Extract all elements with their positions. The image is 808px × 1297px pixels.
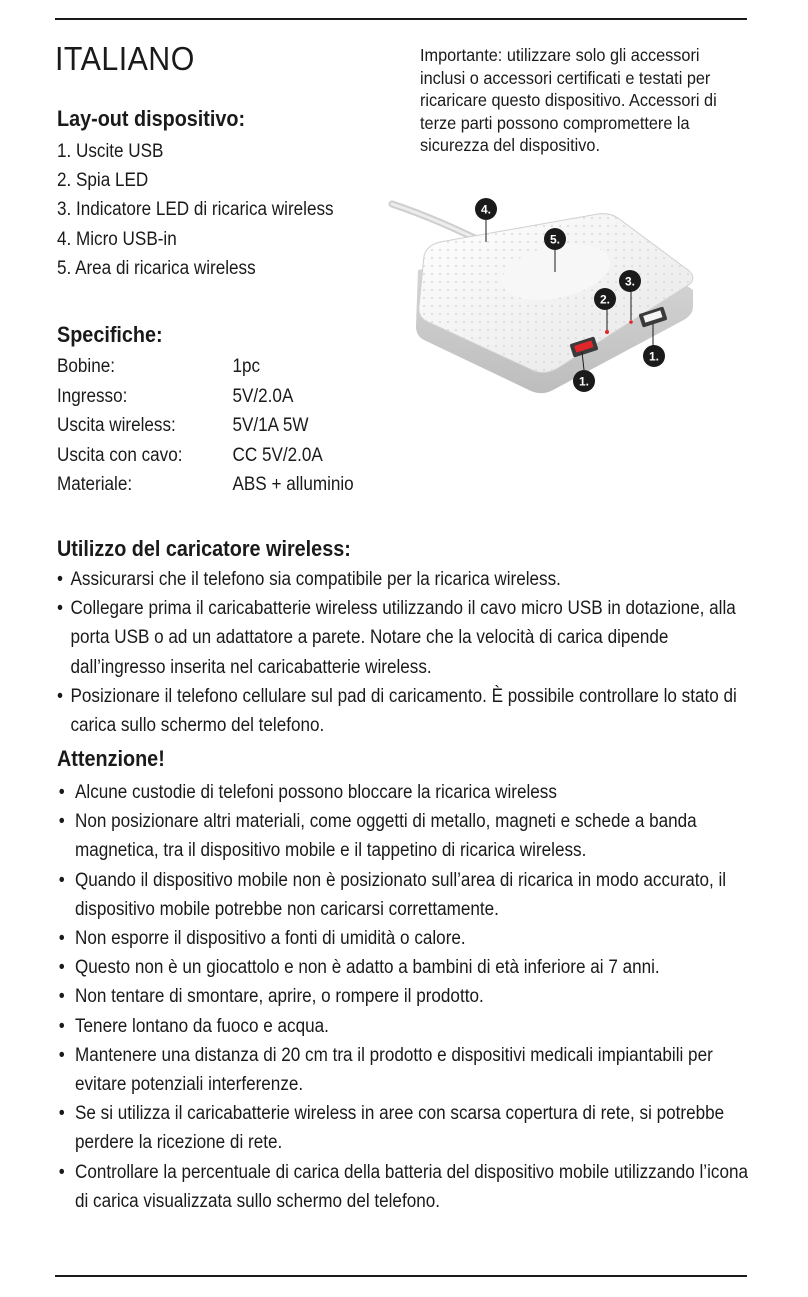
wireless-led-indicator xyxy=(629,320,633,324)
layout-item: 1. Uscite USB xyxy=(57,141,164,162)
spec-key: Ingresso: xyxy=(57,385,128,407)
spec-row xyxy=(57,470,399,500)
usage-list xyxy=(57,565,750,740)
attention-item: • Quando il dispositivo mobile non è posizionato sull’area di ricarica in modo accurato, il dispositivo mobile potrebbe non caricarsi correttamente. xyxy=(57,866,750,924)
svg-text:2.: 2. xyxy=(599,292,611,307)
layout-item: 3. Indicatore LED di ricarica wireless xyxy=(57,199,334,221)
layout-item: 2. Spia LED xyxy=(57,170,149,192)
attention-title: Attenzione! xyxy=(57,746,165,771)
layout-list xyxy=(57,137,399,283)
usage-item: • Assicurarsi che il telefono sia compatibile per la ricarica wireless. xyxy=(57,565,750,594)
bottom-rule xyxy=(55,1275,747,1277)
attention-item: • Controllare la percentuale di carica della batteria del dispositivo mobile utilizzando l’icona di carica visualizzata sullo schermo del telefono. xyxy=(57,1158,750,1216)
layout-item: 5. Area di ricarica wireless xyxy=(57,257,256,279)
marker-2 xyxy=(594,288,616,310)
attention-item: • Alcune custodie di telefoni possono bloccare la ricarica wireless xyxy=(57,778,750,807)
spec-row xyxy=(57,382,399,412)
attention-item: • Tenere lontano da fuoco e acqua. xyxy=(57,1012,750,1041)
attention-item: • Se si utilizza il caricabatterie wireless in aree con scarsa copertura di rete, si potrebbe perdere la ricezione di rete. xyxy=(57,1099,750,1157)
svg-text:1.: 1. xyxy=(578,374,590,389)
spec-value: 1pc xyxy=(232,356,261,377)
spec-row xyxy=(57,411,399,441)
usage-item: • Posizionare il telefono cellulare sul pad di caricamento. È possibile controllare lo stato di carica sullo schermo del telefono. xyxy=(57,682,750,740)
svg-text:1.: 1. xyxy=(648,349,660,364)
spec-key: Uscita wireless: xyxy=(57,415,176,436)
charger-illustration xyxy=(388,190,708,410)
spec-value: ABS + alluminio xyxy=(232,474,354,495)
attention-item: • Questo non è un giocattolo e non è adatto a bambini di età inferiore ai 7 anni. xyxy=(57,953,750,982)
svg-text:4.: 4. xyxy=(480,202,492,217)
spec-value: 5V/2.0A xyxy=(232,385,294,407)
language-title: ITALIANO xyxy=(55,40,195,77)
top-rule xyxy=(55,18,747,20)
marker-1-right xyxy=(643,345,665,367)
led-indicator xyxy=(605,330,609,334)
marker-1-left xyxy=(573,370,595,392)
layout-title: Lay-out dispositivo: xyxy=(57,106,246,131)
marker-4 xyxy=(475,198,497,220)
spec-value: 5V/1A 5W xyxy=(232,415,309,436)
attention-list xyxy=(57,778,750,1216)
attention-item: • Non posizionare altri materiali, come oggetti di metallo, magneti e schede a banda magnetica, tra il dispositivo mobile e il tappetino di ricarica wireless. xyxy=(57,807,750,865)
attention-item: • Non esporre il dispositivo a fonti di umidità o calore. xyxy=(57,924,750,953)
layout-item: 4. Micro USB-in xyxy=(57,228,177,250)
spec-key: Bobine: xyxy=(57,356,116,377)
svg-text:3.: 3. xyxy=(624,274,636,289)
spec-value: CC 5V/2.0A xyxy=(232,444,323,466)
spec-key: Uscita con cavo: xyxy=(57,444,183,466)
attention-item: • Mantenere una distanza di 20 cm tra il prodotto e dispositivi medicali impiantabili per evitare potenziali interferenze. xyxy=(57,1041,750,1099)
attention-item: • Non tentare di smontare, aprire, o rompere il prodotto. xyxy=(57,982,750,1011)
usage-title: Utilizzo del caricatore wireless: xyxy=(57,536,351,561)
marker-3 xyxy=(619,270,641,292)
spec-key: Materiale: xyxy=(57,474,133,495)
spec-row xyxy=(57,441,399,471)
specs-table xyxy=(57,352,399,500)
specs-title: Specifiche: xyxy=(57,322,163,347)
marker-5 xyxy=(544,228,566,250)
svg-text:5.: 5. xyxy=(549,232,561,247)
important-note: Importante: utilizzare solo gli accessori inclusi o accessori certificati e testati per ricaricare questo dispositivo. Accessori di terze parti possono compromettere la sicurezza del dispositivo. xyxy=(420,45,717,155)
spec-row xyxy=(57,352,399,382)
usage-item: • Collegare prima il caricabatterie wireless utilizzando il cavo micro USB in dotazione, alla porta USB o ad un adattatore a parete. Notare che la velocità di carica dipende dall’ingresso inserita nel caricabatterie wireless. xyxy=(57,594,750,682)
